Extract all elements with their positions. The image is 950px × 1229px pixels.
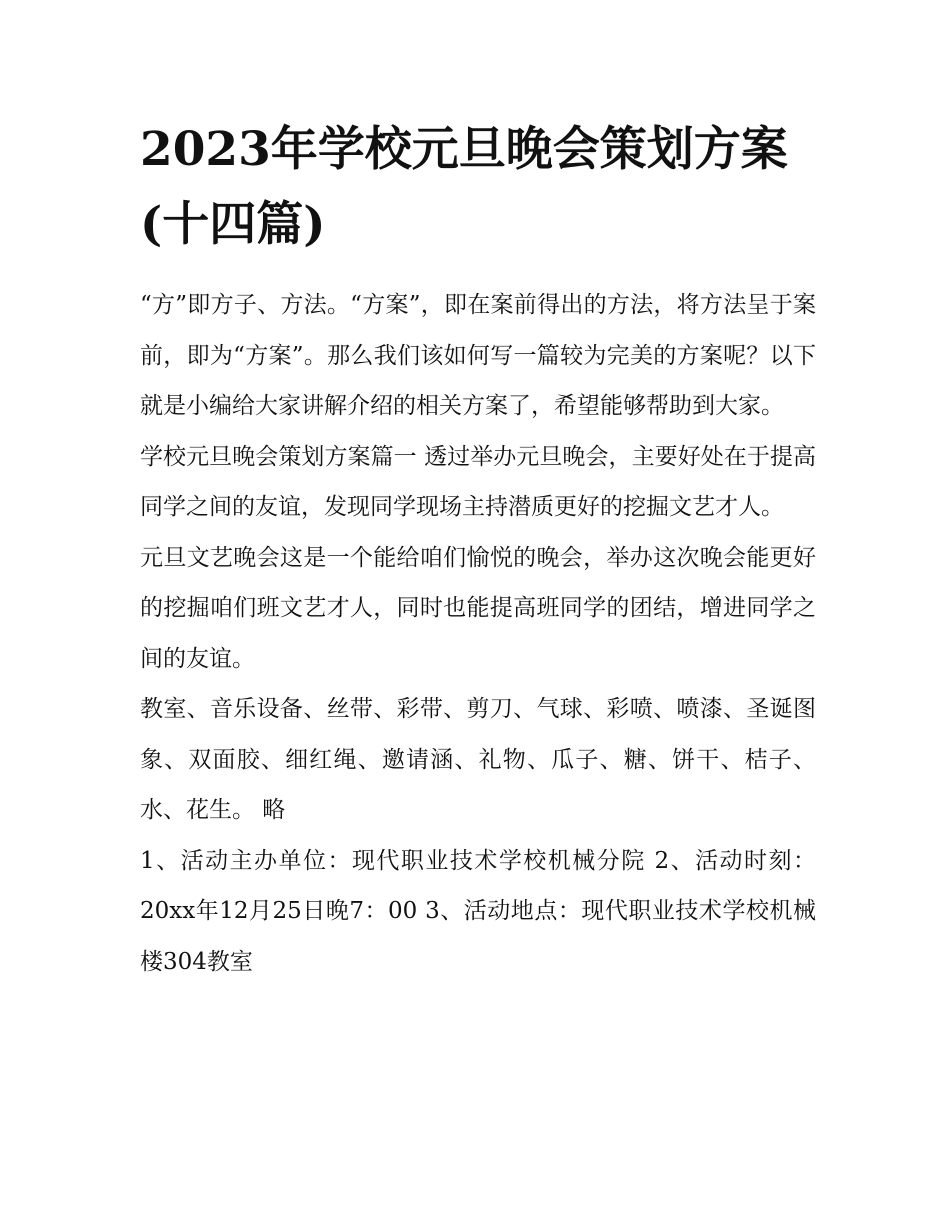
paragraph-purpose: 学校元旦晚会策划方案篇一 透过举办元旦晚会，主要好处在于提高同学之间的友谊，发现同学现场主持潜质更好的挖掘文艺才人。 bbox=[140, 443, 816, 520]
paragraph-intro: “方”即方子、方法。“方案”，即在案前得出的方法，将方法呈于案前，即为“方案”。那么我们该如何写一篇较为完美的方案呢？以下就是小编给大家讲解介绍的相关方案了，希望能够帮助到大家。 bbox=[140, 292, 816, 419]
document-page bbox=[140, 112, 816, 987]
paragraph-materials: 教室、音乐设备、丝带、彩带、剪刀、气球、彩喷、喷漆、圣诞图象、双面胶、细红绳、邀请涵、礼物、瓜子、糖、饼干、桔子、水、花生。 略 bbox=[140, 696, 816, 823]
document-title: 2023年学校元旦晚会策划方案(十四篇) bbox=[140, 122, 788, 252]
paragraph-theme: 元旦文艺晚会这是一个能给咱们愉悦的晚会，举办这次晚会能更好的挖掘咱们班文艺才人，同时也能提高班同学的团结，增进同学之间的友谊。 bbox=[140, 544, 816, 672]
paragraph-details: 1、活动主办单位：现代职业技术学校机械分院 2、活动时刻：20xx年12月25日晚7：00 3、活动地点：现代职业技术学校机械楼304教室 bbox=[140, 847, 816, 975]
